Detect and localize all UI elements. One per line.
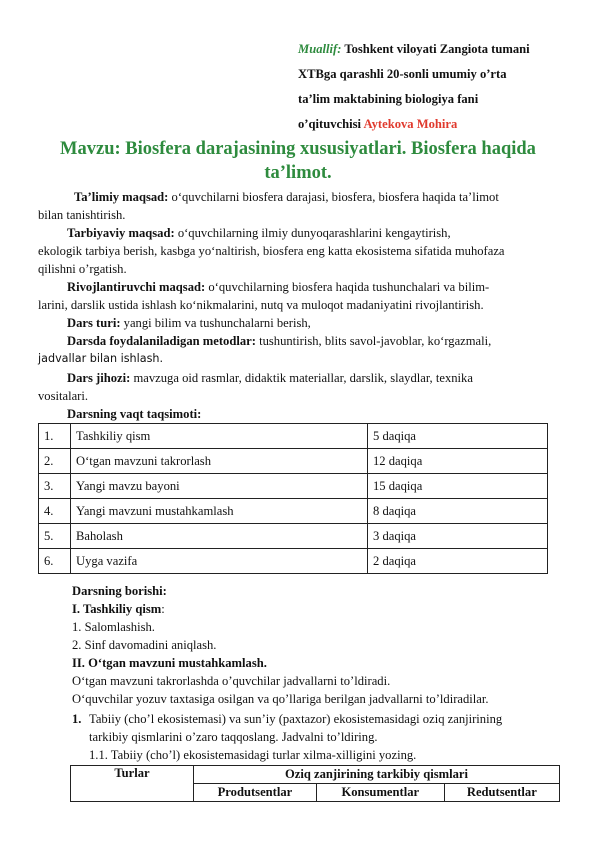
developmental-goal-text-1: o‘quvchilarning biosfera haqida tushunchalari va bilim- (208, 280, 490, 294)
section-1-colon: : (161, 602, 165, 616)
row-number: 4. (39, 499, 71, 524)
flow-text-2: O‘quvchilar yozuv taxtasiga osilgan va qo’llariga berilgan jadvallarni to’ldiradilar. (72, 692, 489, 706)
task-text-1: Tabiiy (cho’l ekosistemasi) va sun’iy (paxtazor) ekosistemasidagi oziq zanjirining (89, 712, 503, 726)
task-1 (72, 710, 562, 764)
table-row (39, 449, 548, 474)
page-title (40, 137, 556, 185)
lesson-flow (72, 582, 562, 708)
row-number: 6. (39, 549, 71, 574)
section-1-heading: I. Tashkiliy qism (72, 602, 162, 616)
time-allocation-table (38, 423, 548, 574)
row-number: 2. (39, 449, 71, 474)
table-row (39, 524, 548, 549)
educational-goal-text-1: o‘quvchilarni biosfera darajasi, biosfera, biosfera haqida ta’limot (171, 190, 499, 204)
author-label: Muallif: (298, 42, 342, 56)
upbringing-goal-text-3: qilishni o’rgatish. (38, 262, 127, 277)
flow-heading: Darsning borishi: (72, 584, 167, 598)
time-allocation-label: Darsning vaqt taqsimoti: (67, 407, 202, 422)
step-2: 2. Sinf davomadini aniqlash. (72, 638, 217, 652)
row-number: 5. (39, 524, 71, 549)
row-duration: 2 daqiqa (368, 549, 548, 574)
author-line-4: o’qituvchisi (298, 117, 361, 131)
row-duration: 5 daqiqa (368, 424, 548, 449)
table-row (39, 549, 548, 574)
upbringing-goal (38, 224, 562, 279)
task-text-2: tarkibiy qismlarini o’zaro taqqoslang. Jadvalni to’ldiring. (89, 730, 378, 744)
table-row (39, 474, 548, 499)
author-line-3: ta’lim maktabining biologiya fani (298, 92, 479, 106)
col-food-chain: Oziq zanjirining tarkibiy qismlari (194, 766, 560, 784)
educational-goal-label: Ta’limiy maqsad: (74, 190, 169, 204)
upbringing-goal-label: Tarbiyaviy maqsad: (67, 226, 175, 240)
developmental-goal-text-2: larini, darslik ustida ishlash ko‘nikmalarini, nutq va muloqot madaniyatini rivojlantirish. (38, 298, 484, 313)
lesson-type-label: Dars turi: (67, 316, 121, 330)
educational-goal (38, 188, 562, 224)
row-duration: 15 daqiqa (368, 474, 548, 499)
row-stage: Yangi mavzuni mustahkamlash (71, 499, 368, 524)
developmental-goal-label: Rivojlantiruvchi maqsad: (67, 280, 206, 294)
row-number: 3. (39, 474, 71, 499)
col-decomposers: Redutsentlar (444, 784, 559, 802)
author-line-2: XTBga qarashli 20-sonli umumiy o’rta (298, 67, 507, 81)
row-stage: O‘tgan mavzuni takrorlash (71, 449, 368, 474)
section-2-heading: II. O‘tgan mavzuni mustahkamlash. (72, 656, 267, 670)
lesson-type-text: yangi bilim va tushunchalarni berish, (123, 316, 311, 330)
row-stage: Baholash (71, 524, 368, 549)
author-line-1: Toshkent viloyati Zangiota tumani (344, 42, 530, 56)
col-turlar: Turlar (71, 766, 194, 802)
food-chain-table (70, 765, 560, 802)
developmental-goal (38, 278, 562, 314)
equipment-text-2: vositalari. (38, 388, 89, 403)
step-1: 1. Salomlashish. (72, 620, 155, 634)
row-duration: 8 daqiqa (368, 499, 548, 524)
flow-text-1: O‘tgan mavzuni takrorlashda o’quvchilar jadvallarni to’ldiradi. (72, 674, 391, 688)
author-name: Aytekova Mohira (363, 117, 458, 131)
table-row (39, 424, 548, 449)
upbringing-goal-text-2: ekologik tarbiya berish, kasbga yo‘naltirish, biosfera eng katta ekosistema sifatida muhofaza (38, 244, 505, 259)
row-number: 1. (39, 424, 71, 449)
title-line-1: Mavzu: Biosfera darajasining xususiyatlari. Biosfera haqida (60, 139, 536, 159)
row-stage: Tashkiliy qism (71, 424, 368, 449)
col-producers: Produtsentlar (194, 784, 317, 802)
educational-goal-text-2: bilan tanishtirish. (38, 208, 126, 223)
lesson-info (38, 314, 562, 423)
task-number: 1. (72, 712, 82, 726)
author-block (298, 37, 578, 137)
row-stage: Yangi mavzu bayoni (71, 474, 368, 499)
task-subtask: 1.1. Tabiiy (cho’l) ekosistemasidagi turlar xilma-xilligini yozing. (89, 748, 417, 762)
methods-label: Darsda foydalaniladigan metodlar: (67, 334, 256, 349)
col-consumers: Konsumentlar (316, 784, 444, 802)
equipment-label: Dars jihozi: (67, 370, 131, 385)
title-line-2: ta’limot. (264, 163, 332, 183)
table-row (39, 499, 548, 524)
equipment-text-1: mavzuga oid rasmlar, didaktik materiallar, darslik, slaydlar, texnika (133, 370, 473, 385)
row-duration: 12 daqiqa (368, 449, 548, 474)
methods-text-2: jadvallar bilan ishlash. (38, 352, 164, 366)
row-stage: Uyga vazifa (71, 549, 368, 574)
methods-text-1: tushuntirish, blits savol-javoblar, ko‘rgazmali, (259, 334, 492, 349)
row-duration: 3 daqiqa (368, 524, 548, 549)
upbringing-goal-text-1: o‘quvchilarning ilmiy dunyoqarashlarini kengaytirish, (177, 226, 451, 240)
